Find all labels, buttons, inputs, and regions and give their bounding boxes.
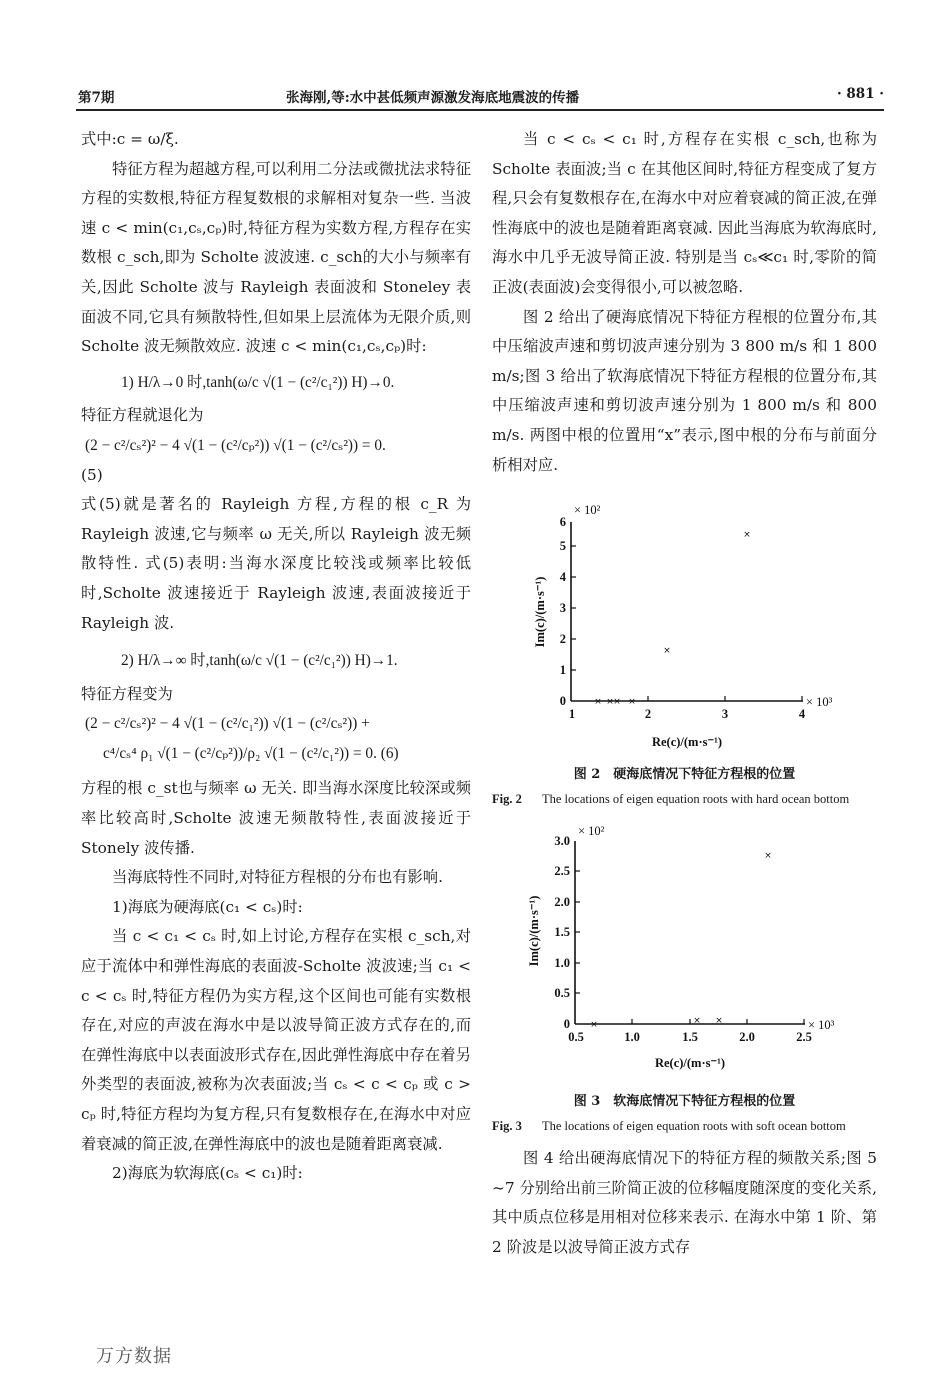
svg-text:Re(c)/(m·s⁻¹): Re(c)/(m·s⁻¹) (654, 1056, 726, 1071)
svg-text:×: × (743, 530, 751, 541)
figure-3-caption-cn: 图 3 软海底情况下特征方程根的位置 (573, 1094, 796, 1110)
paragraph: 1)海底为硬海底(c₁ < cₛ)时: (112, 897, 303, 916)
svg-text:5: 5 (559, 539, 566, 554)
left-column (81, 125, 471, 1189)
svg-text:2.0: 2.0 (739, 1030, 755, 1045)
svg-text:2: 2 (644, 707, 652, 722)
svg-text:×: × (594, 697, 602, 708)
page-number: · 881 · (837, 86, 884, 102)
svg-text:1.0: 1.0 (554, 956, 570, 971)
issue-number: 第7期 (78, 90, 115, 106)
svg-text:×: × (628, 697, 636, 708)
svg-text:Re(c)/(m·s⁻¹): Re(c)/(m·s⁻¹) (651, 735, 723, 750)
svg-text:×: × (693, 1016, 701, 1027)
svg-text:3: 3 (721, 707, 729, 722)
svg-text:2.0: 2.0 (554, 895, 570, 910)
paragraph: 式(5)就是著名的 Rayleigh 方程,方程的根 c_R 为 Rayleigh 波速,它与频率 ω 无关,所以 Rayleigh 波无频散特性. 式(5)表明:当海水深度比较浅或频率比较低时,Scholte 波速接近于 Rayleigh 波速,表面波接近于 Rayleigh 波. (81, 495, 471, 632)
paragraph: 当海底特性不同时,对特征方程根的分布也有影响. (112, 868, 443, 887)
paragraph: 方程的根 c_st也与频率 ω 无关. 即当海水深度比较深或频率比较高时,Scholte 波速无频散特性,表面波接近于 Stonely 波传播. (81, 779, 471, 857)
equation-6-line-2 (81, 739, 471, 769)
figure-3-caption-text: The locations of eigen equation roots with soft ocean bottom (542, 1119, 846, 1134)
paragraph: 当 c < cₛ < c₁ 时,方程存在实根 c_sch,也称为 Scholte 表面波;当 c 在其他区间时,特征方程变成了复方程,只会有复数根存在,在海水中对应着衰减的简正波,在弹性海底中的波也是随着距离衰减. 因此当海底为软海底时,海水中几乎无波导简正波. 特别是当 cₛ≪c₁ 时,零阶的简正波(表面波)会变得很小,可以被忽略. (492, 130, 877, 296)
svg-text:Im(c)/(m·s⁻¹): Im(c)/(m·s⁻¹) (533, 576, 547, 648)
figure-2-scatter-plot (492, 492, 877, 764)
equation-5: (2 − c²/cₛ²)² − 4 √(1 − (c²/cₚ²)) √(1 − (c²/cₛ²)) = 0. (85, 436, 386, 454)
figure-2-label: Fig. 2 (492, 792, 522, 807)
svg-text:×: × (590, 1020, 598, 1031)
svg-text:2: 2 (559, 632, 566, 647)
header-rule (76, 109, 884, 111)
svg-text:× 10²: × 10² (574, 503, 601, 518)
figure-2-caption-text: The locations of eigen equation roots with hard ocean bottom (542, 792, 850, 807)
watermark-brand: 万方数据 (96, 1346, 172, 1367)
figure-2-caption-cn: 图 2 硬海底情况下特征方程根的位置 (573, 767, 796, 783)
figure-3-scatter-plot (492, 819, 877, 1091)
svg-text:1: 1 (559, 663, 566, 678)
svg-text:6: 6 (559, 515, 566, 530)
figure-3 (492, 819, 877, 1091)
svg-text:× 10³: × 10³ (808, 1018, 835, 1033)
running-title: 张海刚,等:水中甚低频声源激发海底地震波的传播 (286, 90, 580, 106)
svg-text:0: 0 (559, 694, 566, 709)
case-1-condition: 1) H/λ→0 时,tanh(ω/c √(1 − (c²/c₁²)) H)→0. (121, 373, 395, 391)
case-2-condition: 2) H/λ→∞ 时,tanh(ω/c √(1 − (c²/c₁²)) H)→1. (121, 652, 398, 670)
svg-text:1: 1 (568, 707, 576, 722)
svg-text:×: × (715, 1016, 723, 1027)
svg-text:0.5: 0.5 (554, 986, 570, 1001)
equation-5-number: (5) (81, 465, 103, 484)
svg-text:0.5: 0.5 (568, 1030, 584, 1045)
paragraph: 图 2 给出了硬海底情况下特征方程根的位置分布,其中压缩波声速和剪切波声速分别为 3 800 m/s 和 1 800 m/s;图 3 给出了软海底情况下特征方程根的位置分布,其中压缩波声速和剪切波声速分别为 1 800 m/s 和 800 m/s. 两图中根的位置用“x”表示,图中根的分布与前面分析相对应. (492, 307, 877, 474)
svg-text:1.0: 1.0 (624, 1030, 640, 1045)
paragraph: 图 4 给出硬海底情况下的特征方程的频散关系;图 5 ~7 分别给出前三阶简正波的位移幅度随深度的变化关系,其中质点位移是用相对位移来表示. 在海水中第 1 阶、第 2 阶波是以波导简正波方式存 (492, 1149, 877, 1256)
svg-text:×: × (606, 697, 614, 708)
paragraph: 特征方程变为 (81, 684, 173, 703)
svg-text:×: × (663, 646, 671, 657)
figure-3-caption-en (492, 1113, 877, 1140)
paragraph: 特征方程为超越方程,可以利用二分法或微扰法求特征方程的实数根,特征方程复数根的求解相对复杂一些. 当波速 c < min(c₁,cₛ,cₚ)时,特征方程为实数方程,方程存在实数根 c_sch,即为 Scholte 波波速. c_sch的大小与频率有关,因此 Scholte 波与 Rayleigh 表面波和 Stoneley 表面波不同,它具有频散特性,但如果上层流体为无限介质,则 Scholte 波无频散效应. 波速 c < min(c₁,cₛ,cₚ)时: (81, 159, 471, 356)
equation-6-body: c⁴/cₛ⁴ ρ₁ √(1 − (c²/cₚ²))/ρ₂ √(1 − (c²/c₁²)) = 0. (103, 744, 377, 762)
paragraph: 当 c < c₁ < cₛ 时,如上讨论,方程存在实根 c_sch,对应于流体中和弹性海底的表面波-Scholte 波波速;当 c₁ < c < cₛ 时,特征方程仍为实方程,这个区间也可能有实数根存在,对应的声波在海水中是以波导简正波方式存在的,而在弹性海底中以表面波形式存在,因此弹性海底中存在着另外类型的表面波,被称为次表面波;当 cₛ < c < cₚ 或 c > cₚ 时,特征方程均为复方程,只有复数根存在,在海水中对应着衰减的简正波,在弹性海底中的波也是随着距离衰减. (81, 927, 471, 1153)
equation-6-line-1: (2 − c²/cₛ²)² − 4 √(1 − (c²/c₁²)) √(1 − (c²/cₛ²)) + (85, 715, 370, 733)
paragraph: 式中:c = ω/ξ. (81, 130, 179, 148)
svg-text:3: 3 (559, 601, 566, 616)
svg-text:×: × (613, 697, 621, 708)
right-column (492, 125, 877, 1263)
svg-text:2.5: 2.5 (554, 864, 570, 879)
equation-6-number: (6) (380, 744, 399, 762)
svg-text:× 10²: × 10² (578, 824, 605, 839)
svg-text:0: 0 (563, 1017, 570, 1032)
svg-text:4: 4 (559, 570, 566, 585)
svg-text:2.5: 2.5 (796, 1030, 812, 1045)
svg-text:3.0: 3.0 (554, 834, 570, 849)
svg-text:1.5: 1.5 (682, 1030, 698, 1045)
figure-2 (492, 492, 877, 764)
running-header (78, 80, 884, 106)
svg-text:×: × (764, 851, 772, 862)
svg-text:1.5: 1.5 (554, 925, 570, 940)
figure-2-caption-en (492, 786, 877, 813)
paragraph: 2)海底为软海底(cₛ < c₁)时: (112, 1164, 303, 1183)
paragraph: 特征方程就退化为 (81, 406, 204, 425)
svg-text:× 10³: × 10³ (806, 695, 833, 710)
figure-3-label: Fig. 3 (492, 1119, 522, 1134)
svg-text:4: 4 (798, 707, 806, 722)
svg-text:Im(c)/(m·s⁻¹): Im(c)/(m·s⁻¹) (527, 895, 541, 967)
